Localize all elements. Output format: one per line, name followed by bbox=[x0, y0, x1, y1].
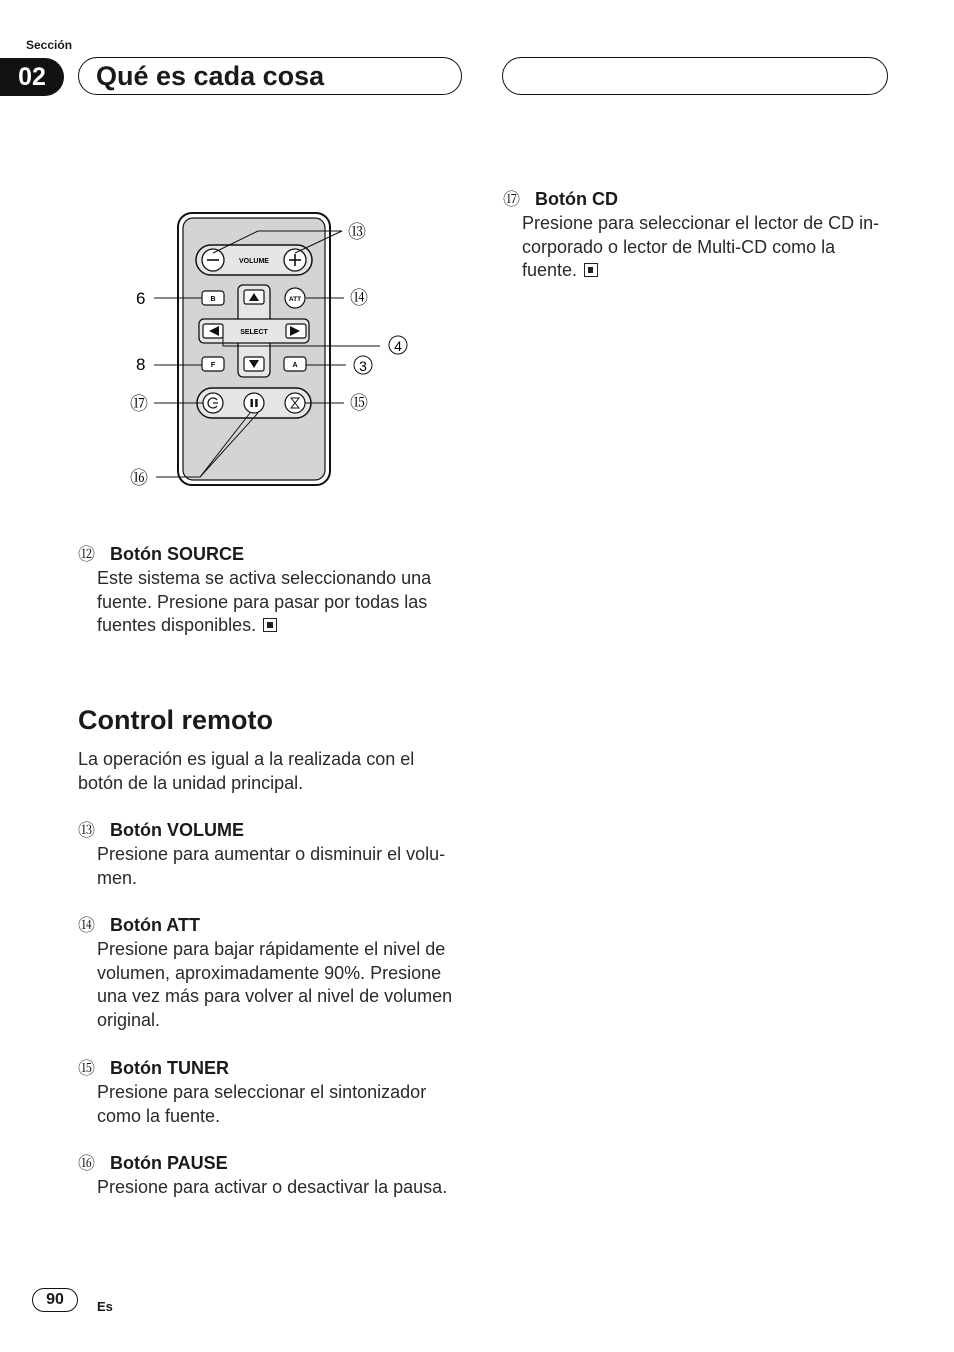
callout-4: 4 bbox=[394, 338, 402, 354]
svg-text:A: A bbox=[292, 362, 298, 369]
page-number: 90 bbox=[32, 1288, 78, 1312]
a-button bbox=[284, 357, 306, 371]
item-tuner: ⑮ Botón TUNER Presione para seleccionar el sintonizador como la fuente. bbox=[78, 1058, 427, 1126]
callout-15: ⑮ bbox=[350, 393, 368, 413]
callout-6: 6 bbox=[136, 289, 146, 308]
page-title: Qué es cada cosa bbox=[96, 61, 325, 91]
callout-17: ⑰ bbox=[130, 394, 148, 414]
item-cd: ⑰ Botón CD Presione para seleccionar el lector de CD in- corporado o lector de Multi-CD como la fuente. bbox=[503, 189, 880, 281]
svg-text:ATT: ATT bbox=[288, 296, 302, 303]
section-intro: La operación es igual a la realizada con el botón de la unidad principal. bbox=[78, 749, 415, 793]
callout-13: ⑬ bbox=[348, 222, 366, 242]
volume-rocker bbox=[196, 245, 312, 275]
item-title: Botón SOURCE bbox=[110, 544, 244, 564]
volume-label: VOLUME bbox=[239, 258, 269, 265]
svg-text:B: B bbox=[210, 296, 216, 303]
att-button bbox=[285, 288, 305, 308]
b-button bbox=[202, 291, 224, 305]
section-label: Sección bbox=[26, 38, 73, 52]
f-button bbox=[202, 357, 224, 371]
item-att: ⑭ Botón ATT Presione para bajar rápidamente el nivel de volumen, aproximadamente 90%. Presione una vez más para volver al nivel de volumen original. bbox=[78, 915, 453, 1031]
select-label: SELECT bbox=[240, 329, 268, 336]
callout-3: 3 bbox=[359, 358, 367, 374]
section-heading: Control remoto bbox=[78, 705, 273, 735]
language-code: Es bbox=[97, 1299, 113, 1314]
bottom-button-row bbox=[197, 388, 311, 418]
item-volume: ⑬ Botón VOLUME Presione para aumentar o disminuir el volu- men. bbox=[78, 820, 446, 888]
item-source: ⑫ Botón SOURCE Este sistema se activa seleccionando una fuente. Presione para pasar por todas las fuentes disponibles. bbox=[78, 544, 432, 636]
blank-header-frame bbox=[502, 57, 888, 95]
end-mark-icon bbox=[584, 263, 598, 277]
item-pause: ⑯ Botón PAUSE Presione para activar o desactivar la pausa. bbox=[78, 1153, 448, 1197]
remote-control-figure bbox=[120, 205, 420, 495]
callout-14: ⑭ bbox=[350, 288, 368, 308]
end-mark-icon bbox=[263, 618, 277, 632]
item-number: ⑫ bbox=[78, 545, 95, 564]
svg-text:F: F bbox=[210, 362, 216, 369]
callout-16: ⑯ bbox=[130, 468, 148, 488]
section-number: 02 bbox=[0, 58, 64, 96]
callout-8: 8 bbox=[136, 355, 146, 374]
